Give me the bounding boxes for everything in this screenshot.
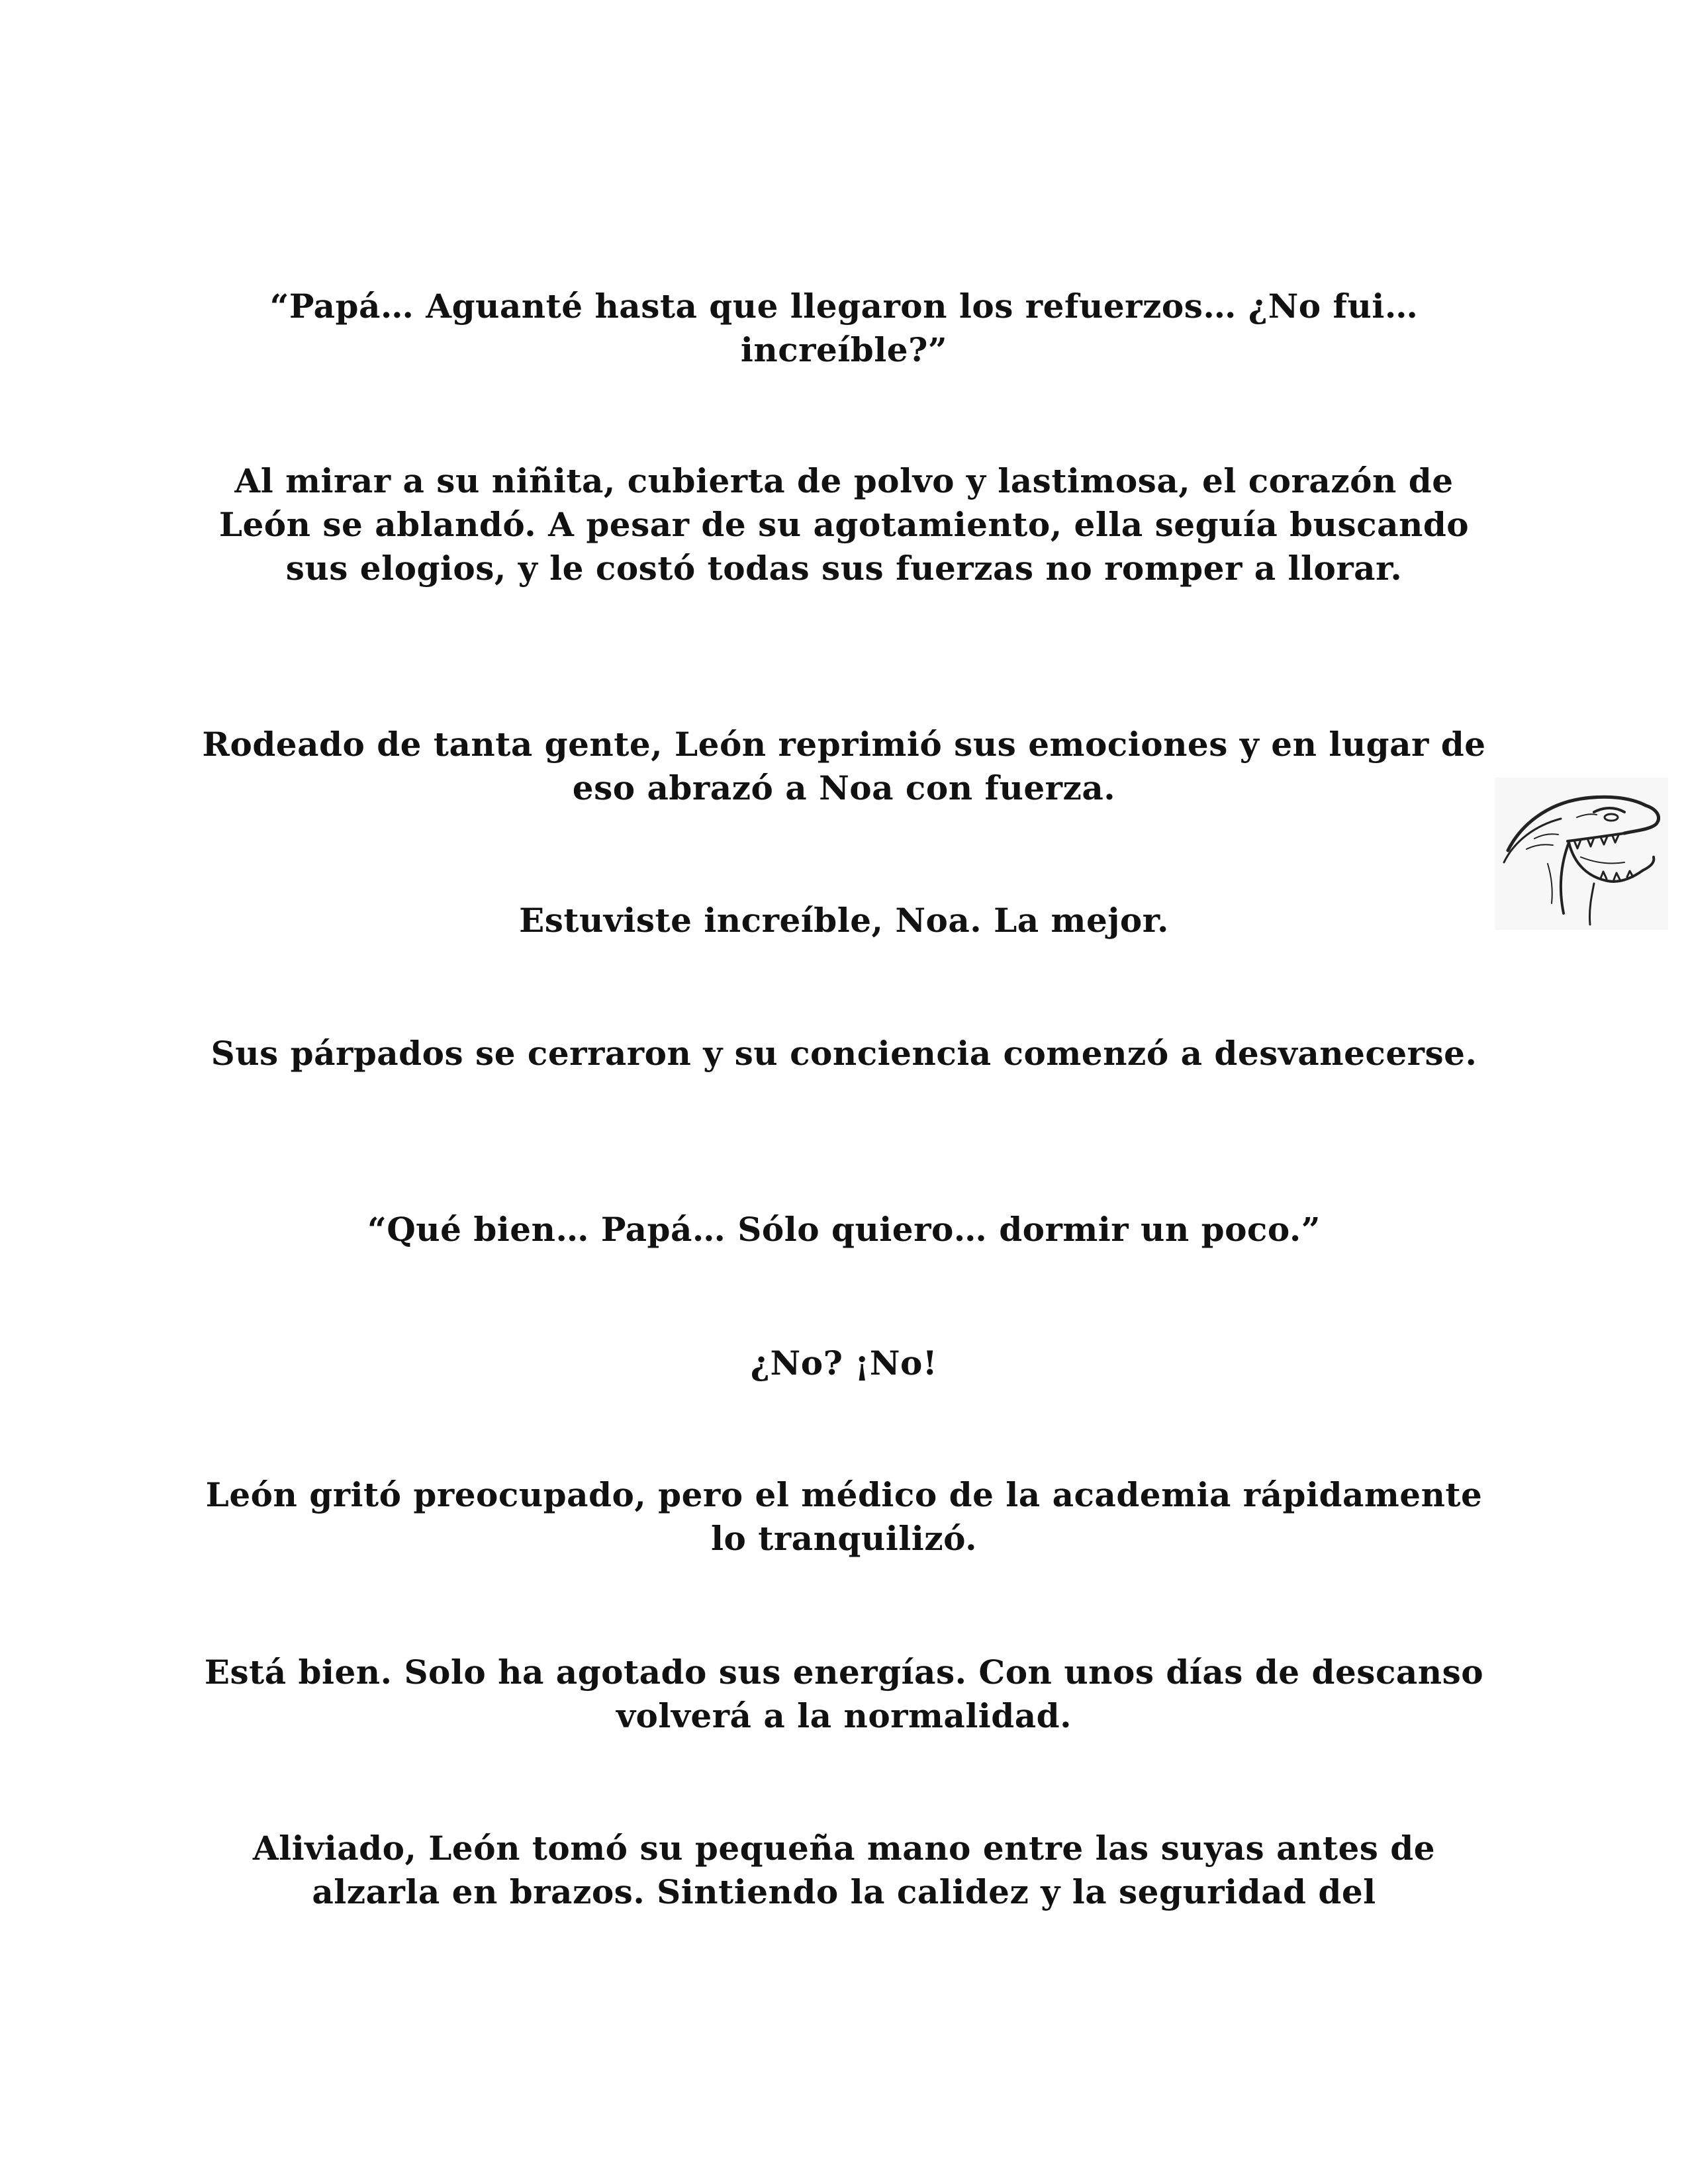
paragraph-7: ¿No? ¡No!: [750, 1343, 938, 1383]
paragraph-2: Al mirar a su niñita, cubierta de polvo y lastimosa, el corazón de León se ablandó. A pesar de su agotamiento, ella seguía buscando sus elogios, y le costó todas sus fuerzas no romper a llorar.: [218, 461, 1470, 588]
paragraph-5: Sus párpados se cerraron y su conciencia comenzó a desvanecerse.: [211, 1034, 1477, 1073]
paragraph-6: “Qué bien… Papá… Sólo quiero… dormir un poco.”: [367, 1210, 1321, 1249]
paragraph-10: Aliviado, León tomó su pequeña mano entre las suyas antes de alzarla en brazos. Sintiendo la calidez y la seguridad del: [252, 1829, 1436, 1911]
paragraph-1: “Papá… Aguanté hasta que llegaron los refuerzos… ¿No fui… increíble?”: [269, 287, 1419, 369]
paragraph-8: León gritó preocupado, pero el médico de la academia rápidamente lo tranquilizó.: [205, 1475, 1483, 1558]
paragraph-9: Está bien. Solo ha agotado sus energías. Con unos días de descanso volverá a la normalidad.: [204, 1653, 1484, 1735]
dinosaur-head-sketch-icon: [1495, 778, 1668, 930]
paragraph-3: Rodeado de tanta gente, León reprimió sus emociones y en lugar de eso abrazó a Noa con fuerza.: [202, 725, 1486, 807]
paragraph-4: Estuviste increíble, Noa. La mejor.: [519, 901, 1169, 940]
